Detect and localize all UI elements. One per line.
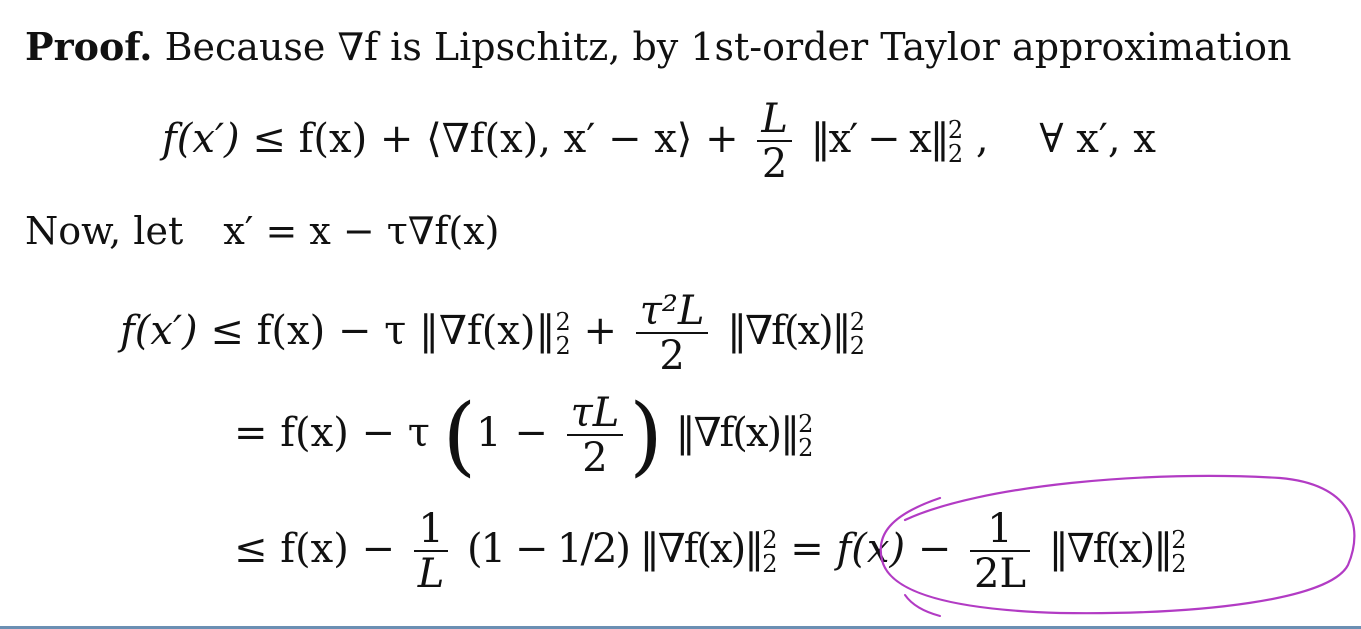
proof-intro-line	[25, 24, 1292, 69]
step1-frac-num: τ²L	[639, 288, 705, 334]
now-let-equation: x′ = x − τ∇f(x)	[223, 209, 500, 253]
step1-frac-den: 2	[659, 333, 685, 379]
step2-norm-term: ‖∇f(x)‖	[675, 410, 799, 456]
step1-exponent-b: 2	[849, 308, 865, 336]
step3-scripts-b	[1171, 528, 1186, 576]
derivation-step-1	[120, 290, 865, 378]
taylor-quantifier: , ∀ x′, x	[975, 116, 1156, 162]
taylor-fraction	[757, 98, 792, 186]
proof-intro-text: Because ∇f is Lipschitz, by 1st-order Taylor approximation	[164, 25, 1292, 69]
step3-subscript-b: 2	[1171, 550, 1187, 578]
step2-frac-den: 2	[582, 435, 608, 481]
step2-right-paren: )	[629, 386, 663, 486]
step1-fraction	[636, 290, 709, 378]
annotation-tail	[905, 595, 940, 616]
step3-frac-num: 1	[418, 506, 444, 552]
taylor-subscript: 2	[947, 140, 964, 168]
step3-exponent-b: 2	[1171, 526, 1187, 554]
step3-subscript-a: 2	[762, 550, 778, 578]
now-let-line	[25, 209, 500, 253]
step3-frac-den: L	[417, 551, 445, 597]
step3-result-frac-den: 2L	[974, 551, 1027, 597]
step2-scripts	[798, 412, 813, 460]
step3-result-prefix: f(x) −	[836, 526, 952, 572]
step1-scripts-a	[555, 310, 570, 358]
step2-inner-prefix: 1 −	[476, 410, 548, 456]
step3-result-norm: ‖∇f(x)‖	[1048, 526, 1172, 572]
step1-lhs: f(x′)	[120, 308, 198, 354]
step2-rhs-prefix: = f(x) − τ	[234, 410, 430, 456]
step1-exponent-a: 2	[555, 308, 571, 336]
step2-fraction	[567, 392, 624, 480]
step3-rhs-prefix: ≤ f(x) −	[234, 526, 396, 572]
step2-frac-num: τL	[570, 390, 620, 436]
taylor-frac-num: L	[761, 96, 788, 142]
step3-result-fraction	[970, 508, 1030, 596]
step1-subscript-a: 2	[555, 332, 571, 360]
step2-exponent: 2	[798, 410, 814, 438]
taylor-norm-term: ‖x′ − x‖	[810, 116, 948, 162]
taylor-rhs-prefix: ≤ f(x) + ⟨∇f(x), x′ − x⟩ +	[252, 116, 739, 162]
taylor-frac-den: 2	[761, 141, 788, 187]
step2-left-paren: (	[442, 386, 477, 486]
step1-plus: +	[583, 308, 617, 354]
taylor-norm-scripts	[948, 118, 963, 166]
step2-subscript: 2	[798, 434, 814, 462]
now-let-text: Now, let	[25, 209, 184, 253]
step1-norm-term: ‖∇f(x)‖	[727, 308, 850, 354]
step1-scripts-b	[850, 310, 865, 358]
step1-rhs-prefix: ≤ f(x) − τ ‖∇f(x)‖	[210, 308, 556, 354]
step3-middle: (1 − 1/2) ‖∇f(x)‖	[467, 526, 763, 572]
proof-heading: Proof.	[25, 24, 153, 69]
derivation-step-3	[234, 508, 1187, 596]
derivation-step-2	[234, 386, 814, 486]
step3-fraction	[414, 508, 449, 596]
taylor-exponent: 2	[947, 116, 964, 144]
step3-equals: =	[790, 526, 824, 572]
step3-exponent-a: 2	[762, 526, 778, 554]
taylor-bound-equation	[162, 98, 1156, 186]
step3-result-frac-num: 1	[987, 506, 1013, 552]
step1-subscript-b: 2	[849, 332, 865, 360]
step3-scripts-a	[762, 528, 777, 576]
taylor-lhs: f(x′)	[162, 116, 240, 162]
